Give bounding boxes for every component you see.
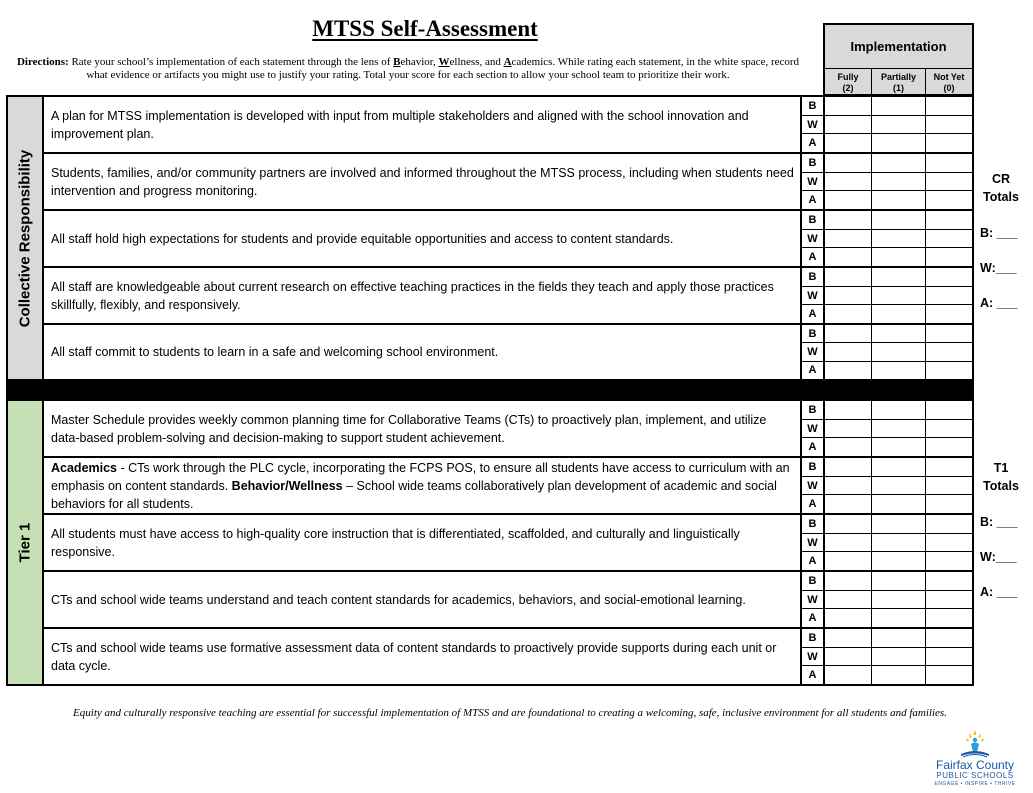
lens-letters [800,211,825,266]
rating-cell[interactable] [872,191,926,209]
rating-cell[interactable] [872,154,926,172]
statement-row [44,515,972,572]
page-title: MTSS Self-Assessment [312,16,538,41]
rating-cell[interactable] [926,154,972,172]
lens-letter: B [802,268,823,287]
rating-cell[interactable] [825,173,872,191]
rating-cell[interactable] [872,572,926,590]
logo-name: Fairfax County [935,758,1015,772]
rating-line [825,477,972,496]
rating-cell[interactable] [872,268,926,286]
rating-cell[interactable] [872,477,926,495]
lens-letter: A [808,194,817,207]
rating-line [825,305,972,323]
lens-letters [800,458,825,513]
rating-cell[interactable] [872,287,926,305]
rating-cells [825,154,972,209]
rating-cell[interactable] [872,629,926,647]
rating-cell[interactable] [926,458,972,476]
statement-row [44,97,972,154]
rating-cell[interactable] [825,477,872,495]
lens-letter: A [808,669,817,682]
lens-letters [800,97,825,152]
fcps-logo [925,728,1025,788]
lens-letter: W [802,230,823,249]
rating-line [825,609,972,627]
rating-line [825,401,972,420]
directions-text: ehavior, [400,56,439,68]
column-label: Partially [880,71,917,82]
lens-letter: W [802,534,823,553]
rating-cell[interactable] [926,97,972,115]
statement-row [44,211,972,268]
rating-cells [825,401,972,456]
rating-cell[interactable] [825,420,872,438]
rating-cell[interactable] [872,609,926,627]
lens-letter: B [802,458,823,477]
lens-letter: B [802,572,823,591]
rating-line [825,648,972,667]
rating-cell[interactable] [872,134,926,152]
rating-line [825,362,972,379]
lens-letter: W [802,591,823,610]
lens-letter: A [808,364,817,377]
rating-cell[interactable] [825,305,872,323]
statement-emphasis: Behavior/Wellness [231,478,343,493]
rating-cell[interactable] [926,629,972,647]
rating-cell[interactable] [872,325,926,342]
rating-line [825,116,972,135]
directions-a-letter: A [503,56,512,68]
directions [8,56,808,82]
rating-cell[interactable] [825,609,872,627]
totals-heading: Totals [983,479,1019,493]
rating-line [825,97,972,116]
column-score: (2) [842,82,854,93]
rating-cell[interactable] [825,248,872,266]
totals-collective-responsibility [976,170,1026,320]
rating-cell[interactable] [926,534,972,552]
rating-line [825,134,972,152]
rating-line [825,495,972,513]
rating-cells [825,629,972,684]
rating-line [825,343,972,361]
rating-line [825,438,972,456]
rating-line [825,287,972,306]
rating-cell[interactable] [872,552,926,570]
statement-row [44,268,972,325]
rating-cell[interactable] [872,648,926,666]
rating-cells [825,268,972,323]
logo-tagline: ENGAGE • INSPIRE • THRIVE [934,781,1016,787]
directions-text: Rate your school’s implementation of each statement through the lens of [68,56,394,68]
rating-cell[interactable] [825,191,872,209]
rating-cell[interactable] [872,515,926,533]
lens-letter: B [802,325,823,343]
lens-letter: W [802,648,823,667]
totals-a-field[interactable]: A: ___ [980,585,1018,599]
rating-cell[interactable] [926,648,972,666]
rating-cell[interactable] [926,572,972,590]
rating-cell[interactable] [872,534,926,552]
rating-cell[interactable] [825,438,872,456]
statement-text: A plan for MTSS implementation is developed with input from multiple stakeholders and aligned with the school innovation and improvement plan. [51,108,749,141]
rating-cell[interactable] [926,666,972,684]
rating-cell[interactable] [926,515,972,533]
rating-cell[interactable] [926,401,972,419]
statement-row [44,154,972,211]
rating-cells [825,97,972,152]
rating-cell[interactable] [825,648,872,666]
lens-letter: B [802,629,823,648]
rating-line [825,325,972,343]
totals-b-field[interactable]: B: ___ [980,515,1018,529]
rating-line [825,458,972,477]
column-score: (0) [943,82,955,93]
rating-cell[interactable] [825,154,872,172]
column-score: (1) [893,82,904,93]
statement-text: CTs and school wide teams use formative assessment data of content standards to proactively provide supports during each unit or data cycle. [51,640,777,673]
rating-line [825,420,972,439]
rating-cell[interactable] [825,287,872,305]
lens-letters [800,154,825,209]
rating-cell[interactable] [825,97,872,115]
directions-lead: Directions: [16,56,69,68]
rating-cell[interactable] [872,97,926,115]
rating-cell[interactable] [872,420,926,438]
rating-cell[interactable] [825,362,872,379]
rating-cell[interactable] [872,362,926,379]
rating-cell[interactable] [926,495,972,513]
totals-b-field[interactable]: B: ___ [980,226,1018,240]
statement-text: All staff hold high expectations for students and provide equitable opportunities and access to content standards. [51,231,674,246]
lens-letter: A [808,498,817,511]
rating-cell[interactable] [872,343,926,360]
rating-cell[interactable] [825,572,872,590]
lens-letter: B [802,97,823,116]
statement-row [44,458,972,515]
rating-cells [825,515,972,570]
rating-cell[interactable] [926,173,972,191]
lens-letter: W [802,116,823,135]
rating-cell[interactable] [926,477,972,495]
totals-heading: Totals [983,190,1019,204]
rating-cell[interactable] [926,609,972,627]
rating-cell[interactable] [926,230,972,248]
rating-cell[interactable] [825,629,872,647]
rating-cell[interactable] [926,134,972,152]
rating-cell[interactable] [825,495,872,513]
lens-letter: A [808,555,817,568]
rating-cells [825,325,972,379]
rating-line [825,230,972,249]
totals-w-field[interactable]: W:___ [980,261,1017,275]
rating-line [825,591,972,610]
lens-letter: W [802,287,823,306]
statement-row [44,572,972,629]
rating-cell[interactable] [872,248,926,266]
lens-letter: W [802,477,823,496]
rating-line [825,552,972,570]
rating-line [825,572,972,591]
rating-line [825,248,972,266]
column-fully [825,69,872,96]
rating-cell[interactable] [926,305,972,323]
section-tier-1 [6,399,974,686]
rating-cell[interactable] [825,534,872,552]
statement-text [44,458,800,513]
implementation-title: Implementation [825,25,972,69]
rating-cell[interactable] [825,134,872,152]
rating-line [825,515,972,534]
rating-cell[interactable] [825,325,872,342]
rating-cell[interactable] [825,515,872,533]
statement-text: All students must have access to high-quality core instruction that is differentiated, scaffolded, and culturally and linguistically responsive. [51,526,740,559]
rating-cell[interactable] [926,211,972,229]
logo-figure-icon [925,728,1025,760]
logo-subtitle: PUBLIC SCHOOLS [936,771,1014,780]
rating-cell[interactable] [926,325,972,342]
lens-letter: W [802,173,823,192]
lens-letter: A [808,441,817,454]
directions-text: cademics. While rating each statement, in the white space, record what evidence or artifacts you might use to justify your rating. Total your score for each section to allow your school team to prioritize their work. [86,56,800,81]
rating-line [825,191,972,209]
column-label: Fully [837,71,859,82]
totals-heading: CR [991,172,1011,186]
rating-line [825,211,972,230]
rating-cell[interactable] [872,211,926,229]
rating-cell[interactable] [825,268,872,286]
implementation-header [823,23,974,96]
column-not-yet [926,69,972,96]
rating-cell[interactable] [926,343,972,360]
rating-line [825,534,972,553]
lens-letter: W [802,420,823,439]
statement-row [44,401,972,458]
statement-emphasis: Academics [51,460,118,475]
footer-note: Equity and culturally responsive teaching are essential for successful implementation of MTSS and are foundational to creating a welcoming, safe, inclusive environment for all students and families. [73,707,947,719]
statement-row [44,629,972,684]
lens-letters [800,515,825,570]
rating-cell[interactable] [825,591,872,609]
column-partially [872,69,926,96]
column-label: Not Yet [933,71,965,82]
rating-cell[interactable] [825,343,872,360]
rating-cell[interactable] [825,230,872,248]
section-label-text: Tier 1 [16,522,34,563]
rating-cells [825,572,972,627]
rating-cell[interactable] [872,401,926,419]
section-label [8,97,44,379]
lens-letter: A [808,308,817,321]
rating-cell[interactable] [926,552,972,570]
rating-cell[interactable] [872,438,926,456]
rating-line [825,666,972,684]
rating-cell[interactable] [926,591,972,609]
rating-line [825,154,972,173]
section-label [8,401,44,684]
rating-cell[interactable] [872,116,926,134]
rating-cell[interactable] [825,458,872,476]
lens-letter: A [808,612,817,625]
rating-cell[interactable] [926,287,972,305]
statement-fragment: – School wide teams collaboratively plan development of academic and social behaviors for all students. [51,478,777,511]
lens-letter: B [802,401,823,420]
rating-cell[interactable] [926,438,972,456]
statement-text: Master Schedule provides weekly common planning time for Collaborative Teams (CTs) to proactively plan, implement, and utilize data-based problem-solving and decision-making to support student achievement. [51,412,767,445]
rating-line [825,629,972,648]
rating-cell[interactable] [872,458,926,476]
directions-b-letter: B [393,56,401,68]
lens-letter: B [802,211,823,230]
lens-letter: B [802,154,823,173]
rating-cell[interactable] [926,191,972,209]
section-divider [6,380,974,400]
statement-text: All staff are knowledgeable about current research on effective teaching practices in the fields they teach and apply those practices skillfully, flexibly, and responsively. [51,279,774,312]
rating-cell[interactable] [825,211,872,229]
directions-text: ellness, and [449,56,504,68]
lens-letters [800,325,825,379]
rating-cell[interactable] [926,268,972,286]
statement-fragment: - CTs work through the PLC cycle, incorporating the FCPS POS, to ensure all students have access to curriculum with an emphasis on content standards. [51,460,790,493]
lens-letter: W [802,343,823,361]
lens-letter: A [808,137,817,150]
rating-cells [825,211,972,266]
directions-w-letter: W [438,56,450,68]
rating-line [825,268,972,287]
rating-cell[interactable] [872,495,926,513]
lens-letter: A [808,251,817,264]
totals-tier-1 [976,459,1026,609]
rating-line [825,173,972,192]
lens-letter: B [802,515,823,534]
lens-letters [800,401,825,456]
rating-cell[interactable] [926,248,972,266]
statement-row [44,325,972,379]
rating-cell[interactable] [872,230,926,248]
section-collective-responsibility [6,95,974,381]
rating-cell[interactable] [872,666,926,684]
totals-a-field[interactable]: A: ___ [980,296,1018,310]
rating-cell[interactable] [872,591,926,609]
lens-letters [800,268,825,323]
statement-text: CTs and school wide teams understand and teach content standards for academics, behaviors, and social-emotional learning. [51,592,746,607]
rating-cell[interactable] [926,420,972,438]
rating-cell[interactable] [926,116,972,134]
statement-text: All staff commit to students to learn in a safe and welcoming school environment. [51,345,499,359]
totals-heading: T1 [993,461,1009,475]
totals-w-field[interactable]: W:___ [980,550,1017,564]
rating-cell[interactable] [825,116,872,134]
rating-cell[interactable] [926,362,972,379]
rating-cell[interactable] [872,305,926,323]
lens-letters [800,629,825,684]
rating-cell[interactable] [872,173,926,191]
section-label-text: Collective Responsibility [16,149,34,327]
rating-cells [825,458,972,513]
lens-letters [800,572,825,627]
rating-cell[interactable] [825,666,872,684]
rating-cell[interactable] [825,552,872,570]
statement-text: Students, families, and/or community partners are involved and informed throughout the MTSS process, including when students need intervention and progress monitoring. [51,165,794,198]
rating-cell[interactable] [825,401,872,419]
